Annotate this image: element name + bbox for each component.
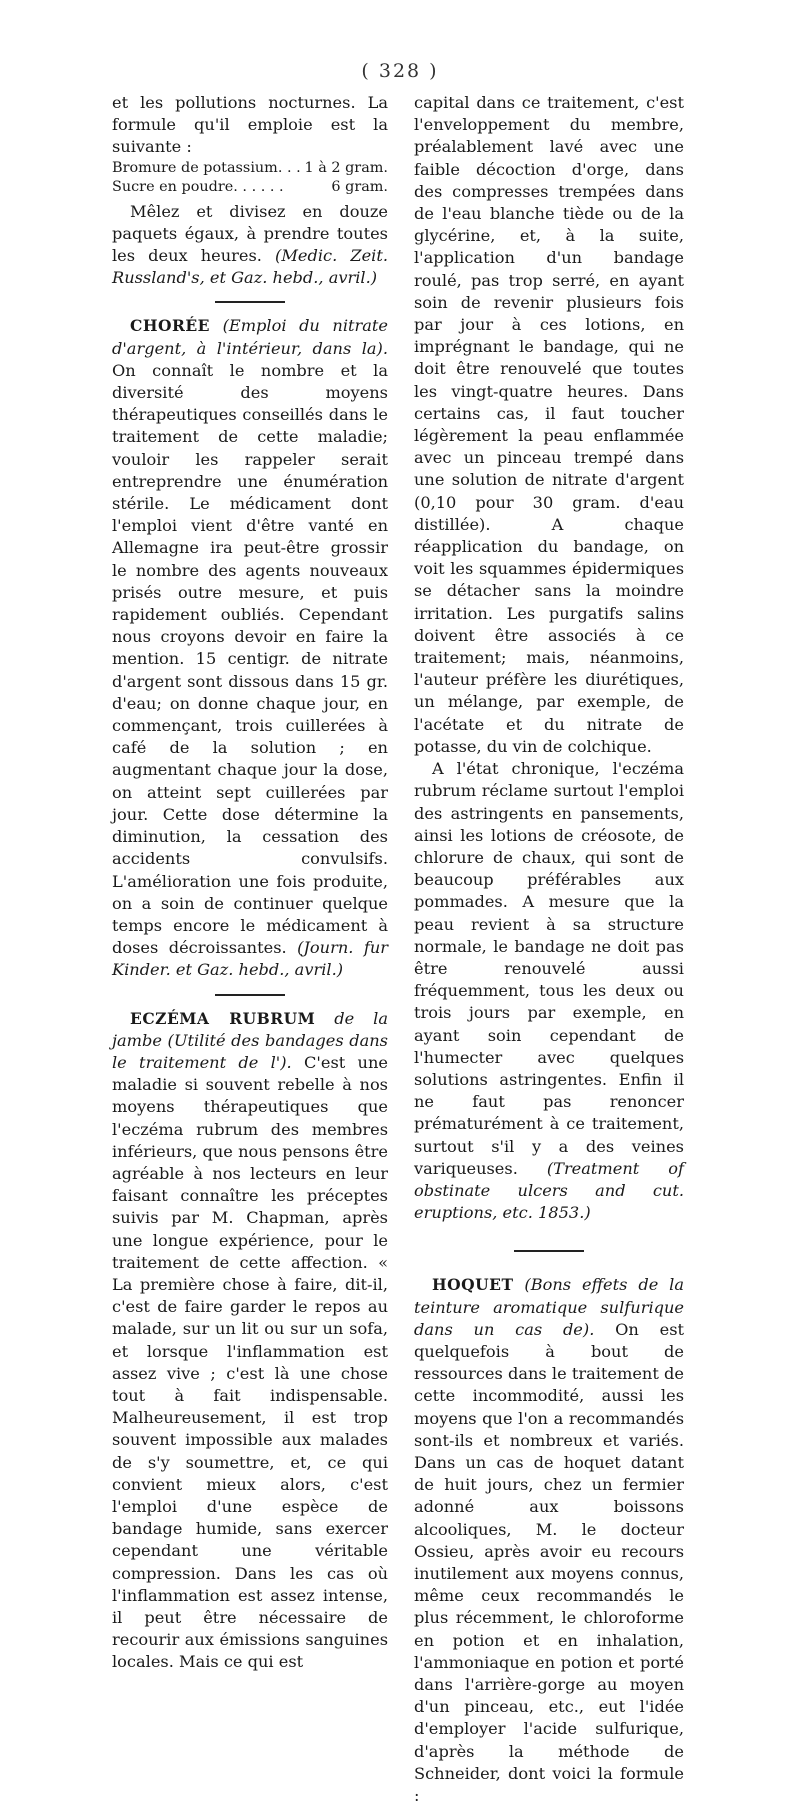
choree-source: (Journ. fur Kinder. et Gaz. hebd., avril.) — [112, 938, 388, 980]
choree-body: On connaît le nombre et la diversité des moyens thérapeutiques conseillés dans le traitement de cette maladie; vouloir les rappeler serait entreprendre une énumération stérile. Le médicament dont l'emploi vient d'être vanté en Allemagne ira peut-être grossir le nombre des agents nouveaux prisés outre mesure, et puis rapidement oubliés. Cependant nous croyons devoir en faire la mention. 15 centigr. de nitrate d'argent sont dissous dans 15 gr. d'eau; on donne chaque jour, en commençant, trois cuillerées à café de la solution ; en augmentant chaque jour la dose, on atteint sept cuillerées par jour. Cette dose détermine la diminution, la cessation des accidents convulsifs. L'amélioration une fois produite, on a soin de continuer quelque temps encore le médicament à doses décroissantes. — [112, 360, 388, 958]
choree-heading: CHORÉE — [130, 316, 210, 336]
formula-ingredient: Bromure de potassium. . . — [112, 159, 301, 176]
formula-row — [112, 159, 388, 178]
formula-row — [112, 178, 388, 197]
hoquet-heading: HOQUET — [432, 1275, 514, 1295]
melez-text: Mêlez et divisez en douze paquets égaux, à prendre toutes les deux heures. — [112, 201, 388, 266]
intro-paragraph: et les pollutions nocturnes. La formule qu'il emploie est la suivante : — [112, 93, 388, 157]
eczema-continuation: capital dans ce traitement, c'est l'enveloppement du membre, préalablement lavé avec une faible décoction d'orge, dans des compresses trempées dans de l'eau blanche tiède ou de la glycérine, et, à la suite, l'application d'un bandage roulé, pas trop serré, en ayant soin de revenir plusieurs fois par jour à ces lotions, en imprégnant le bandage, qui ne doit être renouvelé que toutes les vingt-quatre heures. Dans certains cas, il faut toucher légèrement la peau enflammée avec un pinceau trempé dans une solution de nitrate d'argent (0,10 pour 30 gram. d'eau distillée). A chaque réapplication du bandage, on voit les squammes épidermiques se détacher sans la moindre irritation. Les purgatifs salins doivent être associés à ce traitement; mais, néanmoins, l'auteur préfère les diurétiques, un mélange, par exemple, de l'acétate et du nitrate de potasse, du vin de colchique. — [414, 93, 684, 756]
right-column — [414, 92, 684, 1807]
hoquet-body: On est quelquefois à bout de ressources dans le traitement de cette incommodité, aussi les moyens que l'on a recommandés sont-ils et nombreux et variés. Dans un cas de hoquet datant de huit jours, chez un fermier adonné aux boissons alcooliques, M. le docteur Ossieu, après avoir eu recours inutilement aux moyens connus, même ceux recommandés le plus récemment, le chloroforme en potion et en inhalation, l'ammoniaque en potion et porté dans l'arrière-gorge au moyen d'un pinceau, etc., eut l'idée d'employer l'acide sulfurique, d'après la méthode de Schneider, dont voici la formule : — [414, 1319, 685, 1806]
left-column — [112, 92, 388, 1674]
chronic-source: (Treatment of obstinate ulcers and cut. eruptions, etc. 1853.) — [414, 1158, 684, 1223]
chronic-text: A l'état chronique, l'eczéma rubrum réclame surtout l'emploi des astringents en pansements, ainsi les lotions de créosote, de chlorure de chaux, qui sont de beaucoup préférables aux pommades. A mesure que la peau revient à sa structure normale, le bandage ne doit pas être renouvelé aussi fréquemment, tous les deux ou trois jours par exemple, en ayant soin cependant de l'humecter avec quelques solutions astringentes. Enfin il ne faut pas renoncer prématurément à ce traitement, surtout s'il y a des veines variqueuses. — [414, 759, 684, 1178]
eczema-article — [112, 1008, 388, 1674]
melez-paragraph — [112, 201, 388, 290]
chronic-paragraph — [414, 758, 684, 1224]
page-number: ( 328 ) — [361, 60, 439, 82]
eczema-body: C'est une maladie si souvent rebelle à nos moyens thérapeutiques que l'eczéma rubrum des membres inférieurs, que nous pensons être agréable à nos lecteurs en leur faisant connaître les préceptes suivis par M. Chapman, après une longue expérience, pour le traitement de cette affection. « La première chose à faire, dit-il, c'est de faire garder le repos au malade, sur un lit ou sur un sofa, et lorsque l'inflammation est assez vive ; c'est là une chose tout à fait indispensable. Malheureusement, il est trop souvent impossible aux malades de s'y soumettre, et, ce qui convient mieux alors, c'est l'emploi d'une espèce de bandage humide, sans exercer cependant une véritable compression. Dans les cas où l'inflammation est assez intense, il peut être nécessaire de recourir aux émissions sanguines locales. Mais ce qui est — [112, 1052, 388, 1672]
formula — [112, 159, 388, 197]
formula-dose: 1 à 2 gram. — [304, 159, 388, 176]
section-divider — [514, 1250, 584, 1252]
formula-dose: 6 gram. — [331, 178, 388, 195]
hoquet-article — [414, 1274, 684, 1807]
choree-article — [112, 315, 388, 981]
choree-subtitle: (Emploi du nitrate d'argent, à l'intérieur, dans la). — [112, 316, 388, 358]
section-divider — [215, 301, 285, 303]
formula-ingredient: Sucre en poudre. . . . . . — [112, 178, 284, 195]
eczema-subtitle: de la jambe (Utilité des bandages dans le traitement de l'). — [112, 1008, 388, 1072]
melez-source: (Medic. Zeit. Russland's, et Gaz. hebd., avril.) — [112, 246, 388, 288]
eczema-heading: ECZÉMA RUBRUM — [130, 1008, 316, 1028]
hoquet-subtitle: (Bons effets de la teinture aromatique sulfurique dans un cas de). — [414, 1275, 684, 1339]
section-divider — [215, 994, 285, 996]
